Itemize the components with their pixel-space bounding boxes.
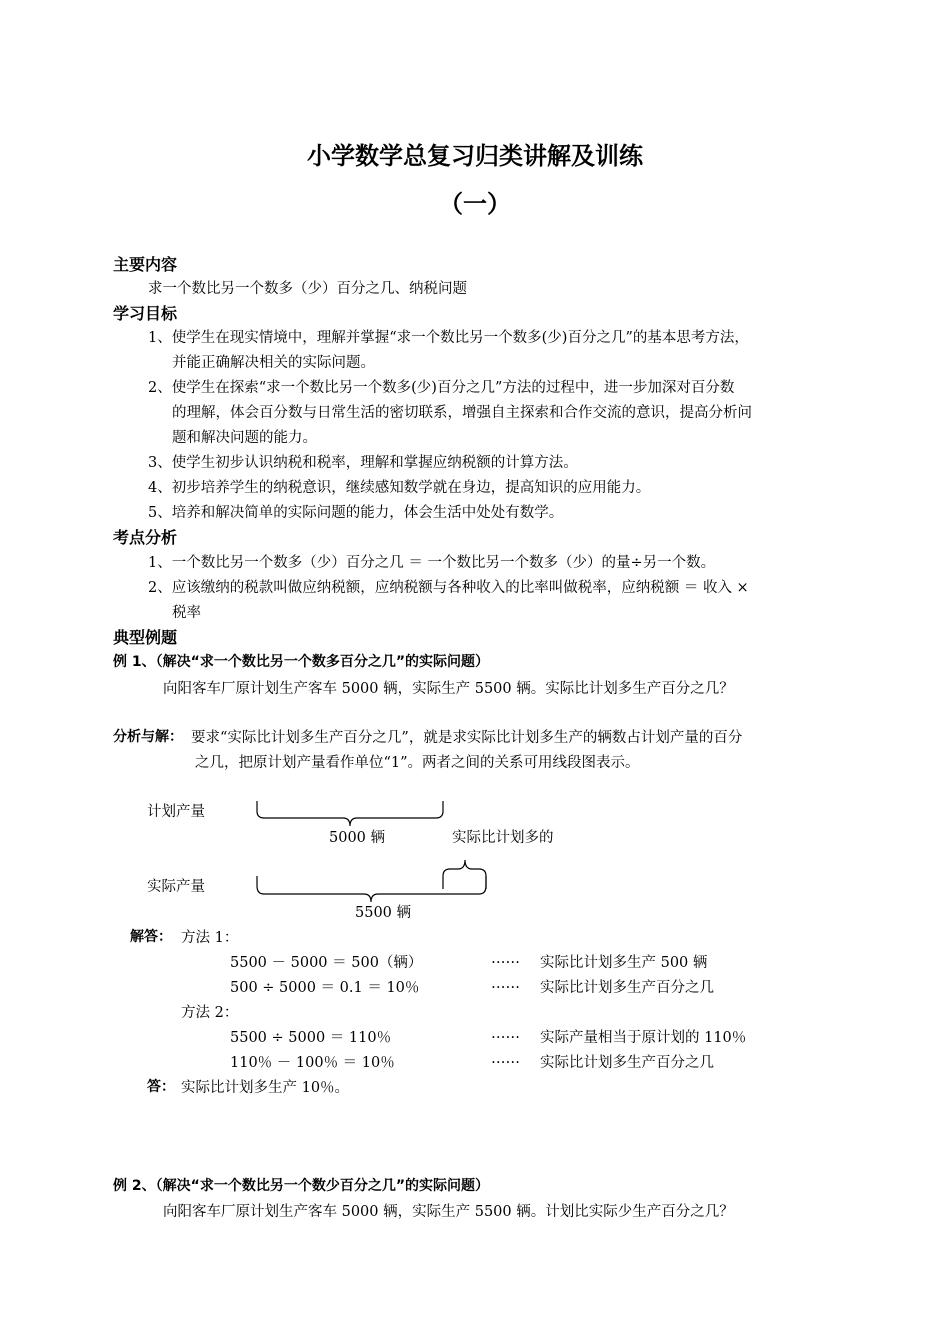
objective-line: 3、使学生初步认识纳税和税率，理解和掌握应纳税额的计算方法。 (148, 455, 578, 471)
analysis-line: 之几，把原计划产量看作单位“1”。两者之间的关系可用线段图表示。 (195, 755, 640, 771)
objective-line: 并能正确解决相关的实际问题。 (172, 355, 375, 371)
actual-label: 实际产量 (147, 879, 205, 895)
extra-label: 实际比计划多的 (452, 830, 554, 846)
calc-note: 实际比计划多生产 500 辆 (540, 955, 708, 971)
calc-note: 实际比计划多生产百分之几 (540, 980, 714, 996)
main-content-text: 求一个数比另一个数多（少）百分之几、纳税问题 (148, 281, 467, 297)
objective-line: 1、使学生在现实情境中，理解并掌握“求一个数比另一个数多(少)百分之几”的基本思考方法， (148, 330, 749, 346)
analysis-line: 1、一个数比另一个数多（少）百分之几 ＝ 一个数比另一个数多（少）的量÷另一个数。 (148, 555, 716, 571)
analysis-line: 2、应该缴纳的税款叫做应纳税额，应纳税额与各种收入的比率叫做税率，应纳税额 ＝ 收入 × (148, 580, 749, 596)
dots: …… (491, 1026, 520, 1042)
planned-label: 计划产量 (147, 804, 205, 820)
section-heading-main-content: 主要内容 (113, 255, 178, 274)
dots: …… (491, 1051, 520, 1067)
calc-expression: 5500 ÷ 5000 ＝ 110％ (230, 1030, 392, 1046)
calc-expression: 500 ÷ 5000 ＝ 0.1 ＝ 10％ (230, 980, 420, 996)
planned-brace (257, 801, 443, 826)
page-title: 小学数学总复习归类讲解及训练 (307, 142, 643, 170)
example1-problem: 向阳客车厂原计划生产客车 5000 辆，实际生产 5500 辆。实际比计划多生产百分之几？ (163, 681, 734, 697)
method2-label: 方法 2： (181, 1005, 239, 1021)
extra-brace (443, 860, 486, 889)
dots: …… (491, 951, 520, 967)
example1-title: 例 1、（解决“求一个数比另一个数多百分之几”的实际问题） (113, 654, 490, 670)
section-heading-analysis: 考点分析 (113, 528, 178, 547)
analysis-label: 分析与解： (113, 729, 183, 745)
calc-expression: 110％ － 100％ ＝ 10％ (230, 1055, 395, 1071)
objective-line: 5、培养和解决简单的实际问题的能力，体会生活中处处有数学。 (148, 505, 564, 521)
example2-title: 例 2、（解决“求一个数比另一个数少百分之几”的实际问题） (113, 1178, 490, 1194)
method1-label: 方法 1： (181, 930, 239, 946)
dots: …… (491, 976, 520, 992)
example2-problem: 向阳客车厂原计划生产客车 5000 辆，实际生产 5500 辆。计划比实际少生产百分之几？ (163, 1204, 734, 1220)
objective-line: 4、初步培养学生的纳税意识，继续感知数学就在身边，提高知识的应用能力。 (148, 480, 651, 496)
page-subtitle: （一） (439, 190, 511, 218)
objective-line: 2、使学生在探索“求一个数比另一个数多(少)百分之几”方法的过程中，进一步加深对百分数 (148, 380, 735, 396)
calc-note: 实际比计划多生产百分之几 (540, 1055, 714, 1071)
calc-expression: 5500 － 5000 ＝ 500（辆） (230, 955, 423, 971)
planned-value: 5000 辆 (329, 830, 386, 846)
actual-value: 5500 辆 (355, 905, 412, 921)
section-heading-objectives: 学习目标 (113, 304, 178, 323)
answer-label: 答： (147, 1079, 175, 1095)
section-heading-examples: 典型例题 (113, 628, 178, 647)
answer-text: 实际比计划多生产 10％。 (181, 1080, 350, 1096)
analysis-line: 要求“实际比计划多生产百分之几”，就是求实际比计划多生产的辆数占计划产量的百分 (191, 730, 743, 746)
solution-label: 解答： (130, 929, 172, 945)
objective-line: 的理解，体会百分数与日常生活的密切联系，增强自主探索和合作交流的意识，提高分析问 (172, 405, 752, 421)
actual-brace (257, 876, 486, 902)
objective-line: 题和解决问题的能力。 (172, 430, 317, 446)
calc-note: 实际产量相当于原计划的 110％ (540, 1030, 747, 1046)
analysis-line: 税率 (172, 605, 201, 621)
